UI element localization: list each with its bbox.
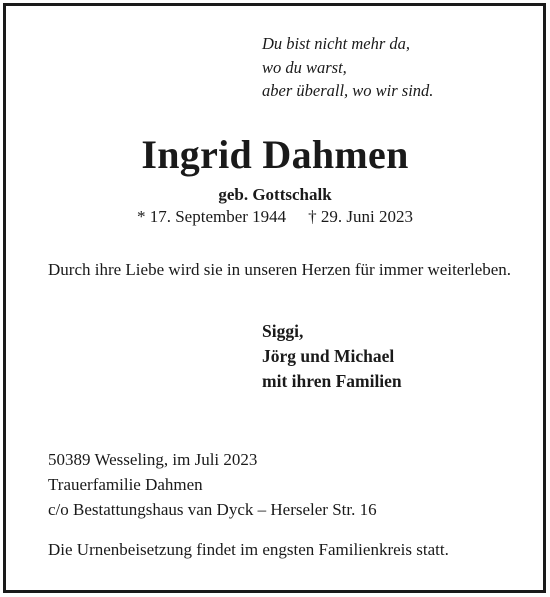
address-line: c/o Bestattungshaus van Dyck – Herseler Str. 16 [48,500,377,519]
signers [262,319,402,394]
motto-verse [262,32,433,103]
life-dates [0,206,550,228]
birth-date: * 17. September 1944 [136,207,287,226]
deceased-name: Ingrid Dahmen [141,132,409,177]
signer-line: Siggi, [262,321,304,341]
birth-name: geb. Gottschalk [218,185,332,204]
memorial-message: Durch ihre Liebe wird sie in unseren Herzen für immer weiterleben. [48,260,512,279]
address-line: 50389 Wesseling, im Juli 2023 [48,450,258,469]
motto-line: aber überall, wo wir sind. [262,81,434,100]
death-date: † 29. Juni 2023 [308,207,414,226]
signer-line: Jörg und Michael [262,346,395,366]
motto-line: wo du warst, [262,57,347,77]
signer-line: mit ihren Familien [262,371,402,391]
motto-line: Du bist nicht mehr da, [262,34,411,53]
family-address [48,447,377,522]
burial-note: Die Urnenbeisetzung findet im engsten Familienkreis statt. [48,540,449,559]
address-line: Trauerfamilie Dahmen [48,475,203,494]
